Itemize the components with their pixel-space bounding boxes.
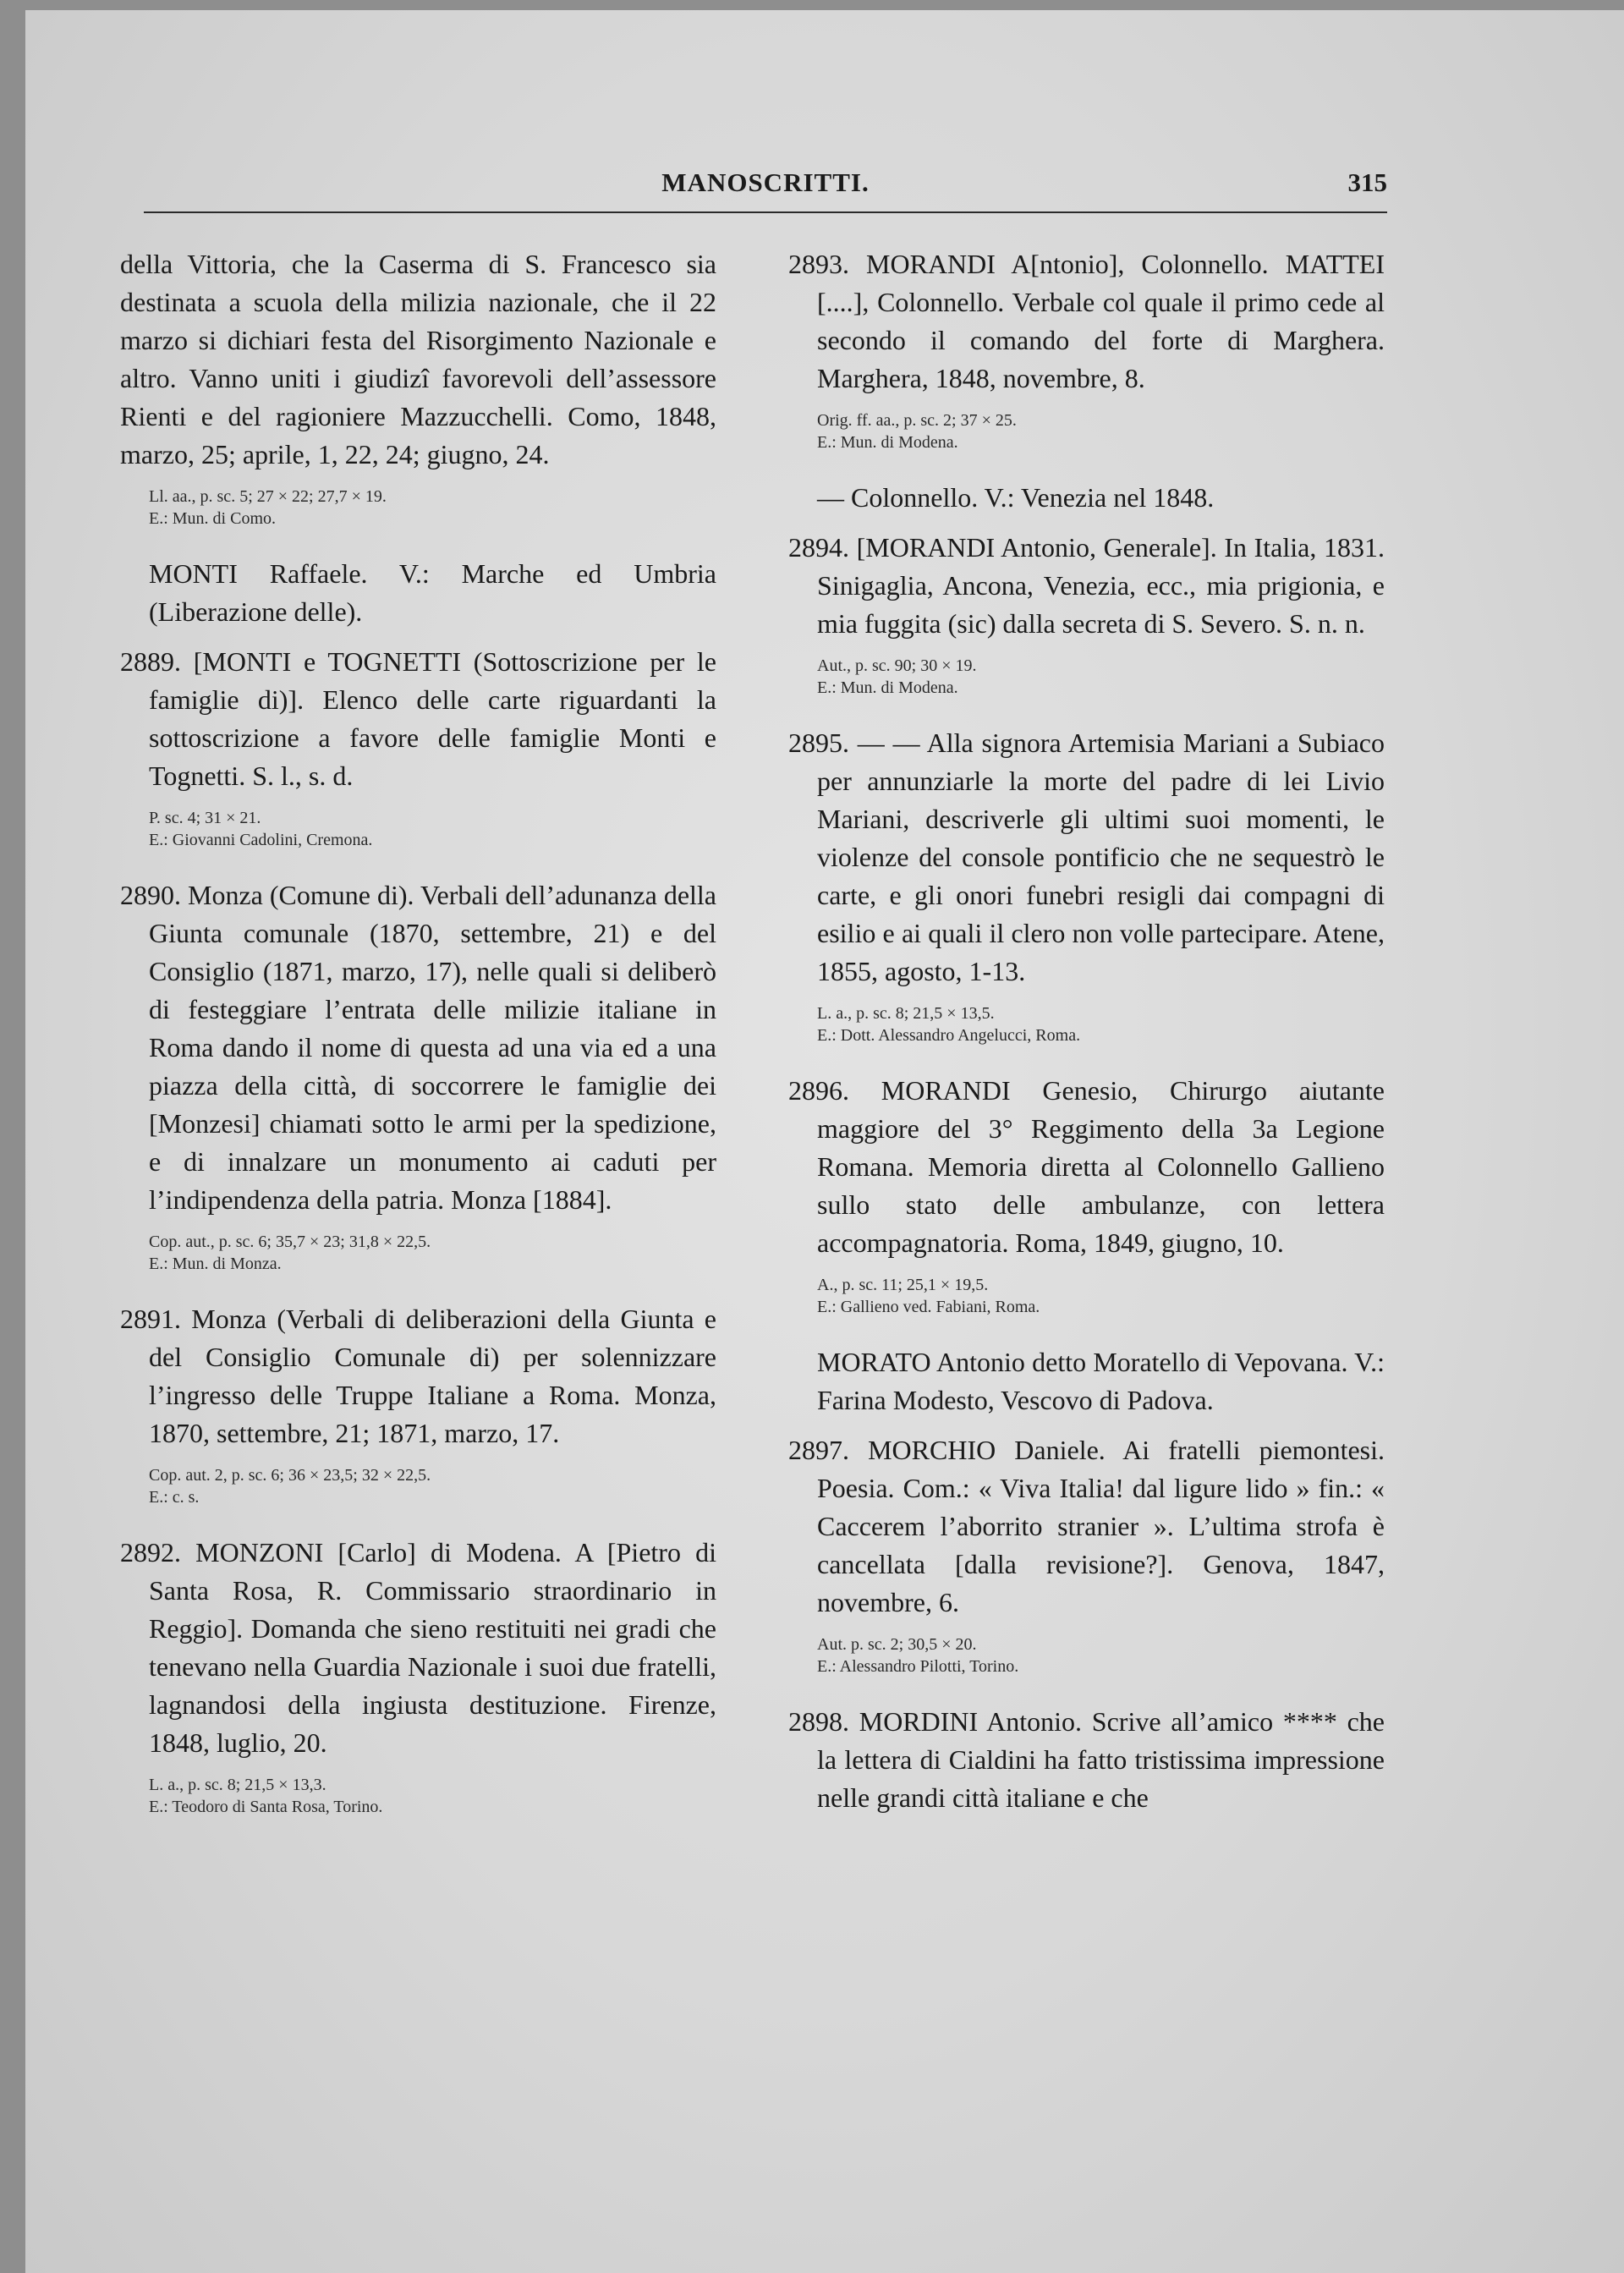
note-line: Orig. ff. aa., p. sc. 2; 37 × 25. [817, 411, 1017, 430]
catalog-entry-text: 2891. Monza (Verbali di deliberazioni della Giunta e del Consiglio Comunale di) per solennizzare l’ingresso delle Truppe Italiane a Roma. Monza, 1870, settembre, 21; 1871, marzo, 17. [120, 1304, 716, 1448]
note-line: E.: Giovanni Cadolini, Cremona. [149, 831, 373, 849]
catalog-entry-note [788, 409, 1385, 453]
catalog-entry-text: 2898. MORDINI Antonio. Scrive all’amico **** che la lettera di Cialdini ha fatto tristissima impressione nelle grandi città italiane e che [788, 1706, 1385, 1813]
catalog-entry-text: 2895. — — Alla signora Artemisia Mariani a Subiaco per annunziarle la morte del padre di lei Livio Mariani, descriverle gli ultimi suoi momenti, le violenze del console pontificio che ne sequestrò le carte, e gli onori funebri resigli dai compagni di esilio e ai quali il clero non volle partecipare. Atene, 1855, agosto, 1-13. [788, 727, 1385, 986]
note-line: E.: Teodoro di Santa Rosa, Torino. [149, 1798, 383, 1816]
right-column [788, 245, 1385, 1829]
note-line: P. sc. 4; 31 × 21. [149, 809, 261, 827]
running-title: MANOSCRITTI. [661, 167, 870, 197]
note-line: E.: c. s. [149, 1488, 200, 1507]
note-line: E.: Gallieno ved. Fabiani, Roma. [817, 1298, 1040, 1316]
note-line: E.: Mun. di Como. [149, 509, 277, 528]
header-rule [144, 211, 1387, 213]
catalog-entry-note [788, 1002, 1385, 1046]
catalog-entry-text: 2896. MORANDI Genesio, Chirurgo aiutante maggiore del 3° Reggimento della 3a Legione Romana. Memoria diretta al Colonnello Gallieno sullo stato delle ambulanze, con lettera accompagnatoria. Roma, 1849, giugno, 10. [788, 1075, 1385, 1258]
catalog-entry-text: MONTI Raffaele. V.: Marche ed Umbria (Liberazione delle). [149, 558, 716, 627]
catalog-entry-text: — Colonnello. V.: Venezia nel 1848. [817, 482, 1215, 513]
catalog-entry-note [788, 655, 1385, 699]
left-column [120, 245, 716, 1843]
note-line: E.: Mun. di Modena. [817, 678, 958, 697]
note-line: E.: Alessandro Pilotti, Torino. [817, 1657, 1019, 1676]
catalog-entry-note [120, 807, 716, 851]
note-line: E.: Dott. Alessandro Angelucci, Roma. [817, 1026, 1081, 1045]
note-line: L. a., p. sc. 8; 21,5 × 13,3. [149, 1776, 326, 1794]
catalog-entry-note [120, 1464, 716, 1508]
catalog-entry-text: 2890. Monza (Comune di). Verbali dell’adunanza della Giunta comunale (1870, settembre, 21) e del Consiglio (1871, marzo, 17), nelle quali si deliberò di festeggiare l’entrata delle milizie italiane in Roma dando il nome di questa ad una via ed a una piazza della città, di soccorrere le famiglie dei [Monzesi] chiamati sotto le armi per la spedizione, e di innalzare un monumento ai caduti per l’indipendenza della patria. Monza [1884]. [120, 880, 716, 1215]
catalog-entry-text: 2893. MORANDI A[ntonio], Colonnello. MATTEI [....], Colonnello. Verbale col quale il primo cede al secondo il comando del forte di Marghera. Marghera, 1848, novembre, 8. [788, 249, 1385, 393]
catalog-entry-text: della Vittoria, che la Caserma di S. Francesco sia destinata a scuola della milizia nazionale, che il 22 marzo si dichiari festa del Risorgimento Nazionale e altro. Vanno uniti i giudizî favorevoli dell’assessore Rienti e del ragioniere Mazzucchelli. Como, 1848, marzo, 25; aprile, 1, 22, 24; giugno, 24. [120, 249, 716, 469]
catalog-entry-note [120, 1231, 716, 1275]
catalog-entry-text: 2894. [MORANDI Antonio, Generale]. In Italia, 1831. Sinigaglia, Ancona, Venezia, ecc., mia prigionia, e mia fuggita (sic) dalla secreta di S. Severo. S. n. n. [788, 532, 1385, 639]
note-line: E.: Mun. di Modena. [817, 433, 958, 452]
catalog-entry-note [788, 1633, 1385, 1677]
catalog-entry-text: 2892. MONZONI [Carlo] di Modena. A [Pietro di Santa Rosa, R. Commissario straordinario in Reggio]. Domanda che sieno restituiti nei gradi che tenevano nella Guardia Nazionale i suoi due fratelli, lagnandosi della ingiusta destituzione. Firenze, 1848, luglio, 20. [120, 1537, 716, 1758]
page-header [144, 167, 1387, 210]
note-line: Aut. p. sc. 2; 30,5 × 20. [817, 1635, 977, 1654]
catalog-entry-note [120, 1774, 716, 1818]
page-number: 315 [1347, 167, 1387, 197]
catalog-entry-text: MORATO Antonio detto Moratello di Vepovana. V.: Farina Modesto, Vescovo di Padova. [817, 1347, 1385, 1415]
note-line: L. a., p. sc. 8; 21,5 × 13,5. [817, 1004, 995, 1023]
note-line: Cop. aut. 2, p. sc. 6; 36 × 23,5; 32 × 22,5. [149, 1466, 431, 1485]
note-line: Aut., p. sc. 90; 30 × 19. [817, 656, 977, 675]
note-line: A., p. sc. 11; 25,1 × 19,5. [817, 1276, 989, 1294]
catalog-entry-text: 2889. [MONTI e TOGNETTI (Sottoscrizione per le famiglie di)]. Elenco delle carte riguardanti la sottoscrizione a favore delle famiglie Monti e Tognetti. S. l., s. d. [120, 646, 716, 791]
note-line: E.: Mun. di Monza. [149, 1255, 282, 1273]
catalog-entry-note [120, 486, 716, 530]
catalog-entry-text: 2897. MORCHIO Daniele. Ai fratelli piemontesi. Poesia. Com.: « Viva Italia! dal ligure lido » fin.: « Caccerem l’aborrito stranier ». L’ultima strofa è cancellata [dalla revisione?]. Genova, 1847, novembre, 6. [788, 1435, 1385, 1617]
note-line: Cop. aut., p. sc. 6; 35,7 × 23; 31,8 × 22,5. [149, 1233, 431, 1251]
catalog-entry-note [788, 1274, 1385, 1318]
note-line: Ll. aa., p. sc. 5; 27 × 22; 27,7 × 19. [149, 487, 387, 506]
